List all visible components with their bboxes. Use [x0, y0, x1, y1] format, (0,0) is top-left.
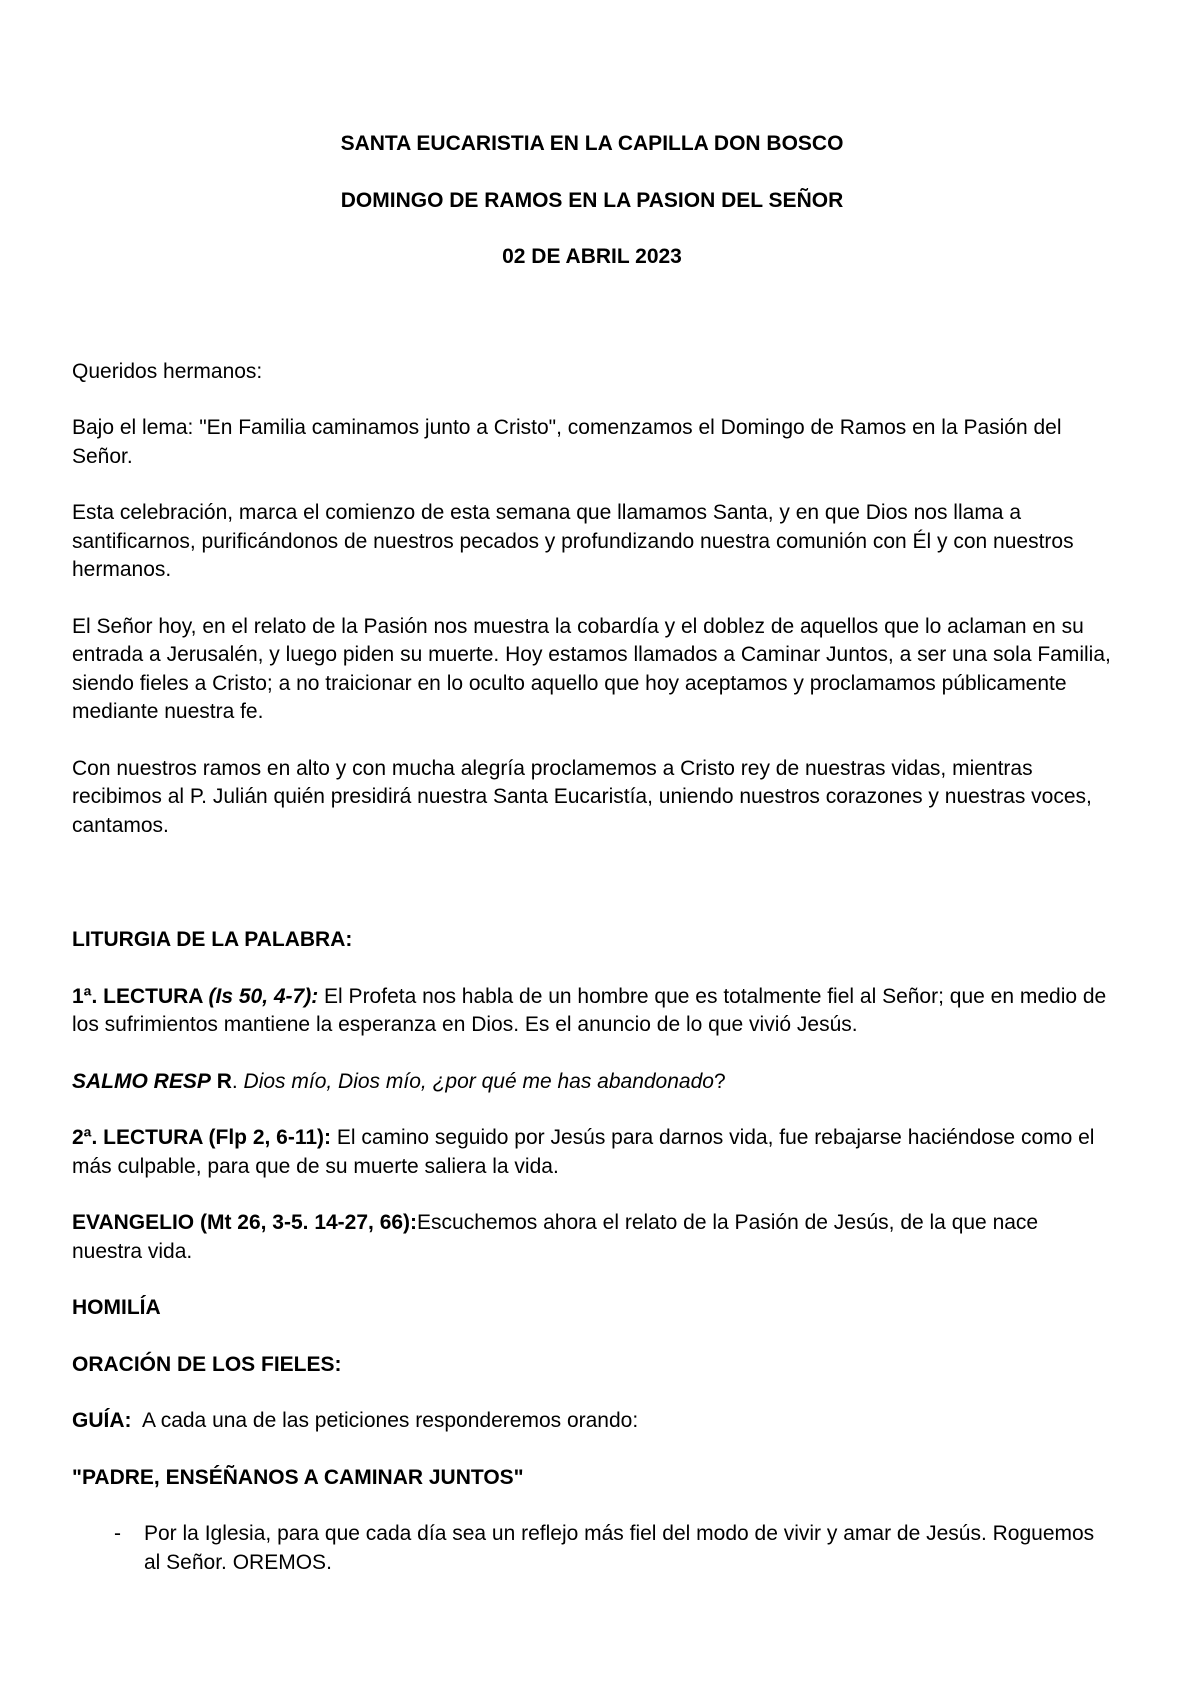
list-dash: -	[114, 1522, 121, 1545]
guide-text: A cada una de las peticiones responderemos orando:	[131, 1409, 639, 1432]
first-reading-label: 1ª. LECTURA	[72, 984, 209, 1008]
psalm	[72, 1068, 1112, 1097]
document-body	[72, 130, 1112, 1577]
intro-paragraph-2: Esta celebración, marca el comienzo de esta semana que llamamos Santa, y en que Dios nos llama a santificarnos, purificándonos de nuestros pecados y profundizando nuestra comunión con Él y con nuestros hermanos.	[72, 501, 1074, 581]
document-date: 02 DE ABRIL 2023	[502, 245, 682, 268]
psalm-label: SALMO RESP	[72, 1069, 211, 1093]
petitions-list	[72, 1520, 1112, 1577]
list-item	[72, 1520, 1112, 1577]
homily-heading: HOMILÍA	[72, 1296, 161, 1319]
document-title: SANTA EUCARISTIA EN LA CAPILLA DON BOSCO	[340, 132, 844, 155]
psalm-end: ?	[713, 1069, 726, 1093]
gospel-label: EVANGELIO (Mt 26, 3-5. 14-27, 66):	[72, 1211, 418, 1234]
second-reading	[72, 1124, 1112, 1181]
gospel	[72, 1209, 1112, 1266]
first-reading	[72, 983, 1112, 1040]
second-reading-label: 2ª. LECTURA (Flp 2, 6-11):	[72, 1126, 332, 1149]
psalm-response-marker: R	[210, 1069, 232, 1093]
intro-paragraph-4: Con nuestros ramos en alto y con mucha alegría proclamemos a Cristo rey de nuestras vidas, mientras recibimos al P. Julián quién presidirá nuestra Santa Eucaristía, uniendo nuestros corazones y nuestras voces, cantamos.	[72, 756, 1092, 837]
liturgy-heading: LITURGIA DE LA PALABRA:	[72, 928, 353, 951]
psalm-text: Dios mío, Dios mío, ¿por qué me has abandonado	[243, 1069, 714, 1093]
second-reading-text: El camino seguido por Jesús para darnos vida, fue rebajarse haciéndose como el más culpable, para que de su muerte saliera la vida.	[72, 1126, 1095, 1178]
guide-label: GUÍA:	[72, 1409, 132, 1432]
greeting: Queridos hermanos:	[72, 359, 263, 383]
document-subtitle: DOMINGO DE RAMOS EN LA PASION DEL SEÑOR	[340, 188, 844, 212]
first-reading-reference: (Is 50, 4-7):	[208, 984, 319, 1008]
petition-text: Por la Iglesia, para que cada día sea un reflejo más fiel del modo de vivir y amar de Jesús. Roguemos al Señor. OREMOS.	[144, 1522, 1095, 1574]
intro-paragraph-3: El Señor hoy, en el relato de la Pasión nos muestra la cobardía y el doblez de aquellos que lo aclaman en su entrada a Jerusalén, y luego piden su muerte. Hoy estamos llamados a Caminar Juntos, a ser una sola Familia, siendo fieles a Cristo; a no traicionar en lo oculto aquello que hoy aceptamos y proclamamos públicamente mediante nuestra fe.	[72, 614, 1111, 723]
prayers-heading: ORACIÓN DE LOS FIELES:	[72, 1352, 342, 1376]
intro-paragraph-1: Bajo el lema: "En Familia caminamos junto a Cristo", comenzamos el Domingo de Ramos en la Pasión del Señor.	[72, 416, 1062, 468]
first-reading-text: El Profeta nos habla de un hombre que es totalmente fiel al Señor; que en medio de los sufrimientos mantiene la esperanza en Dios. Es el anuncio de lo que vivió Jesús.	[72, 984, 1107, 1036]
guide-line	[72, 1407, 1112, 1436]
prayer-response: "PADRE, ENSÉÑANOS A CAMINAR JUNTOS"	[72, 1465, 524, 1489]
psalm-dot: .	[231, 1069, 244, 1093]
gospel-text: Escuchemos ahora el relato de la Pasión de Jesús, de la que nace nuestra vida.	[72, 1211, 1039, 1263]
